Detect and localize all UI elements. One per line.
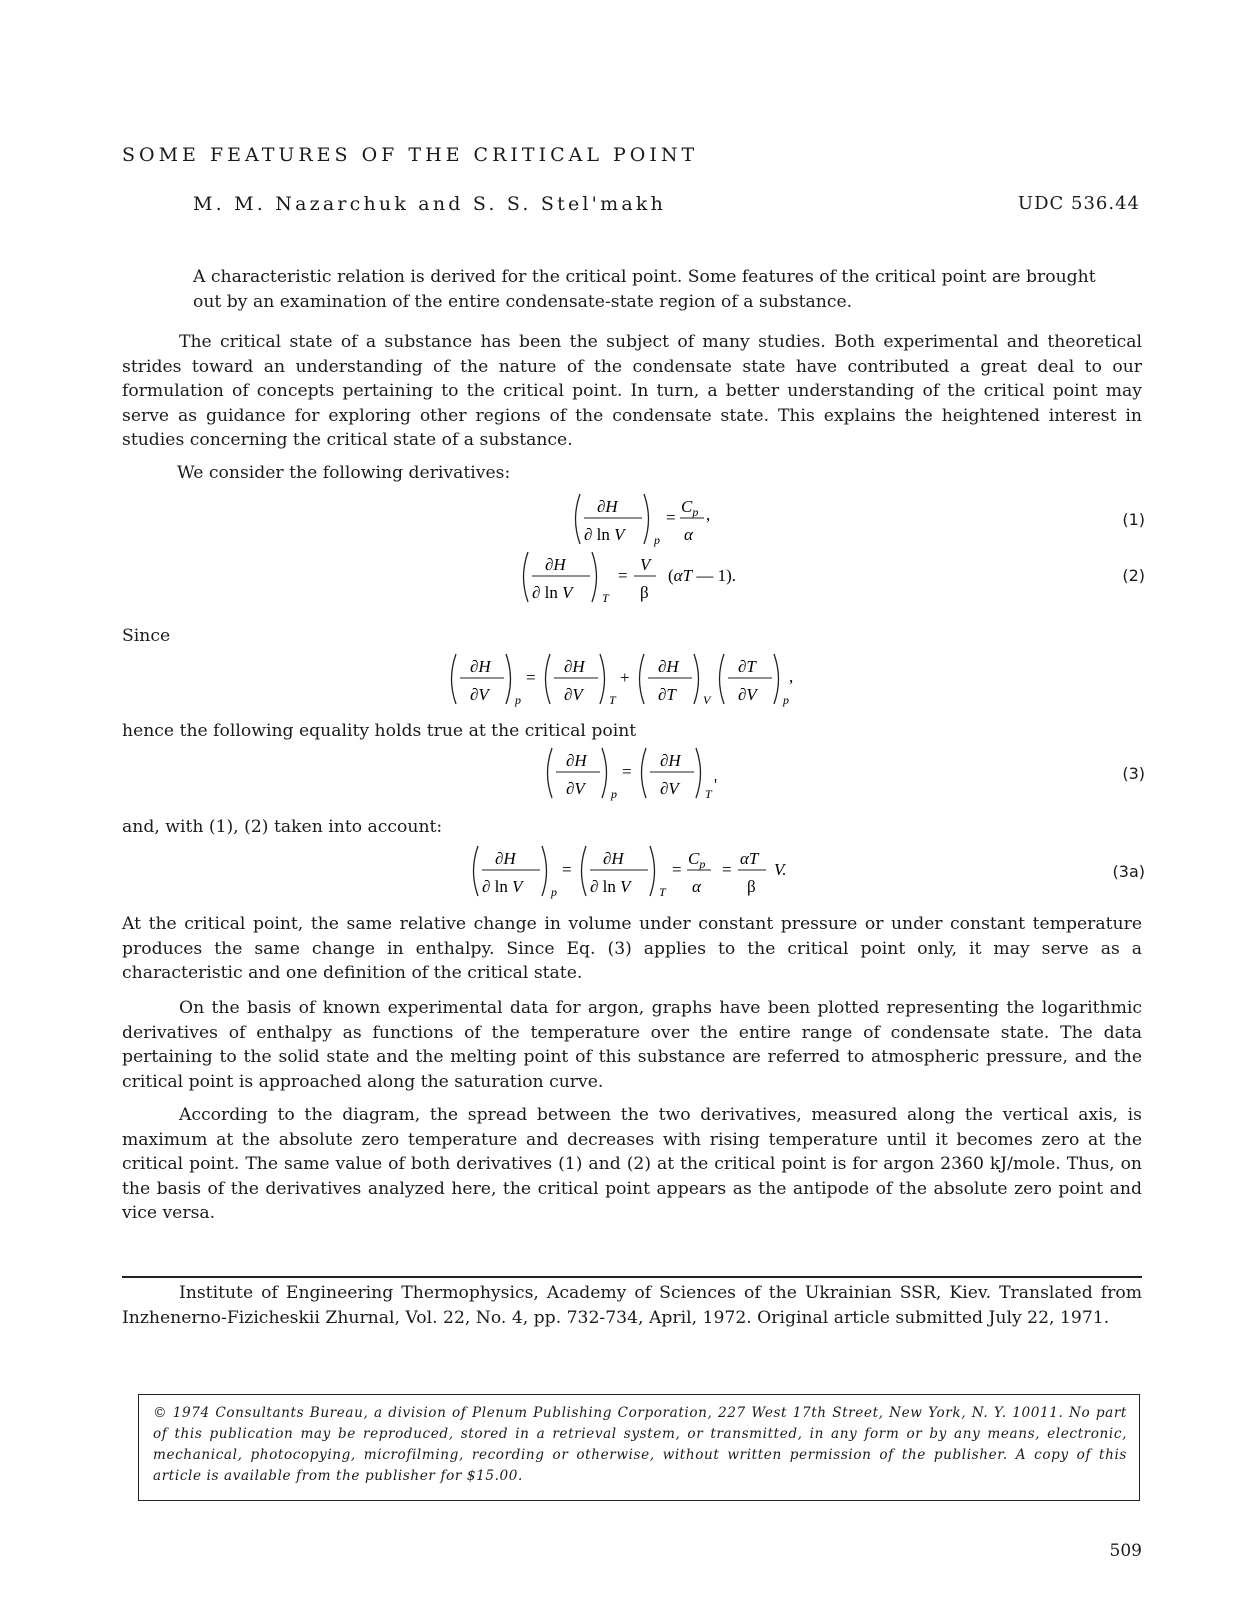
svg-text:(αT — 1).: (αT — 1).	[668, 566, 736, 585]
udc-code: UDC 536.44	[1017, 193, 1140, 214]
and-with-sentence: and, with (1), (2) taken into account:	[122, 817, 443, 837]
paper-authors: M. M. Nazarchuk and S. S. Stel'makh	[193, 193, 666, 215]
equation-3	[542, 744, 762, 807]
svg-text:∂H: ∂H	[660, 751, 681, 770]
svg-text:∂H: ∂H	[495, 849, 516, 868]
svg-text:α: α	[692, 877, 701, 896]
svg-text:α: α	[684, 525, 693, 544]
svg-text:p: p	[654, 533, 660, 547]
paragraph-argon-text: On the basis of known experimental data for argon, graphs have been plotted representing the logarithmic derivatives of enthalpy as functions of the temperature over the entire range of condensate state. The data pertaining to the solid state and the melting point of this substance are referred to atmospheric pressure, and the critical point is approached along the saturation curve.	[122, 998, 1142, 1092]
affiliation-footnote-text: Institute of Engineering Thermophysics, Academy of Sciences of the Ukrainian SSR, Kiev. Translated from Inzhenerno-Fizicheskii Zhurnal, Vol. 22, No. 4, pp. 732-734, April, 1972. Original article submitted July 22, 1971.	[122, 1283, 1142, 1328]
since-label: Since	[122, 626, 171, 646]
paragraph-intro	[122, 330, 1142, 453]
svg-text:V: V	[703, 693, 711, 707]
paragraph-characteristic: At the critical point, the same relative change in volume under constant pressure or under constant temperature produces the same change in enthalpy. Since Eq. (3) applies to the critical point only, it may serve as a characteristic and one definition of the critical state.	[122, 914, 1142, 983]
equation-3-number: (3)	[1122, 764, 1145, 783]
svg-text:∂H: ∂H	[470, 657, 491, 676]
svg-text:∂H: ∂H	[566, 751, 587, 770]
svg-text:T: T	[659, 885, 666, 899]
paper-title: SOME FEATURES OF THE CRITICAL POINT	[122, 144, 699, 166]
equation-3a-number: (3a)	[1112, 862, 1145, 881]
svg-text:p: p	[783, 693, 789, 707]
svg-text:V.: V.	[774, 860, 787, 879]
svg-text:∂H: ∂H	[603, 849, 624, 868]
svg-text:+: +	[620, 668, 630, 687]
svg-text:∂ ln V: ∂ ln V	[584, 525, 625, 544]
svg-text:=: =	[722, 860, 732, 879]
paragraph-intro-text: The critical state of a substance has been the subject of many studies. Both experimental and theoretical strides toward an understanding of the nature of the condensate state have contributed a great deal to our formulation of concepts pertaining to the critical point. In turn, a better understanding of the critical point may serve as guidance for exploring other regions of the condensate state. This explains the heightened interest in studies concerning the critical state of a substance.	[122, 332, 1142, 450]
svg-text:=: =	[618, 566, 628, 585]
svg-text:=: =	[526, 668, 536, 687]
affiliation-footnote	[122, 1281, 1142, 1330]
svg-text:∂V: ∂V	[566, 779, 585, 798]
svg-text:T: T	[602, 591, 609, 605]
copyright-notice: © 1974 Consultants Bureau, a division of Plenum Publishing Corporation, 227 West 17th Street, New York, N. Y. 10011. No part of this publication may be reproduced, stored in a retrieval system, or transmitted, in any form or by any means, electronic, mechanical, photocopying, microfilming, recording or otherwise, without written permission of the publisher. A copy of this article is available from the publisher for $15.00.	[153, 1405, 1127, 1484]
page-number: 509	[1109, 1541, 1142, 1561]
equation-identity	[446, 650, 846, 713]
equation-1-number: (1)	[1122, 510, 1145, 529]
svg-text:T: T	[609, 693, 616, 707]
svg-text:=: =	[622, 762, 632, 781]
svg-text:': '	[714, 775, 718, 794]
svg-text:∂T: ∂T	[658, 685, 676, 704]
equation-2	[518, 548, 768, 611]
equation-1	[570, 490, 730, 553]
paragraph-argon	[122, 996, 1142, 1094]
svg-text:∂H: ∂H	[545, 555, 566, 574]
svg-text:∂H: ∂H	[564, 657, 585, 676]
equation-2-number: (2)	[1122, 566, 1145, 585]
svg-text:=: =	[672, 860, 682, 879]
svg-text:,: ,	[706, 505, 711, 524]
svg-text:=: =	[562, 860, 572, 879]
paragraph-diagram	[122, 1103, 1142, 1226]
svg-text:∂V: ∂V	[564, 685, 583, 704]
svg-text:Cp: $C_p$	[688, 849, 706, 871]
svg-text:Cp: $C_p$	[681, 497, 699, 519]
svg-text:∂V: ∂V	[738, 685, 757, 704]
svg-text:,: ,	[789, 667, 794, 686]
hence-sentence: hence the following equality holds true at the critical point	[122, 721, 637, 741]
svg-text:=: =	[666, 508, 676, 527]
svg-text:p: p	[551, 885, 557, 899]
copyright-box	[138, 1394, 1140, 1501]
svg-text:p: p	[515, 693, 521, 707]
svg-text:∂V: ∂V	[470, 685, 489, 704]
footnote-rule	[122, 1276, 1142, 1278]
svg-text:T: T	[705, 787, 712, 801]
svg-text:p: p	[611, 787, 617, 801]
svg-text:∂H: ∂H	[658, 657, 679, 676]
equation-3a	[468, 842, 808, 905]
derivatives-intro: We consider the following derivatives:	[177, 463, 511, 483]
svg-text:V: V	[640, 555, 651, 574]
svg-text:∂ ln V: ∂ ln V	[590, 877, 631, 896]
abstract: A characteristic relation is derived for the critical point. Some features of the critical point are brought out by an examination of the entire condensate-state region of a substance.	[193, 267, 1096, 312]
svg-text:∂ ln V: ∂ ln V	[482, 877, 523, 896]
svg-text:αT: αT	[740, 849, 759, 868]
svg-text:∂T: ∂T	[738, 657, 756, 676]
paragraph-diagram-text: According to the diagram, the spread between the two derivatives, measured along the vertical axis, is maximum at the absolute zero temperature and decreases with rising temperature until it becomes zero at the critical point. The same value of both derivatives (1) and (2) at the critical point is for argon 2360 kJ/mole. Thus, on the basis of the derivatives analyzed here, the critical point appears as the antipode of the absolute zero point and vice versa.	[122, 1105, 1142, 1223]
svg-text:β: β	[640, 583, 649, 602]
svg-text:β: β	[747, 877, 756, 896]
svg-text:∂H: ∂H	[597, 497, 618, 516]
svg-text:∂ ln V: ∂ ln V	[532, 583, 573, 602]
svg-text:∂V: ∂V	[660, 779, 679, 798]
